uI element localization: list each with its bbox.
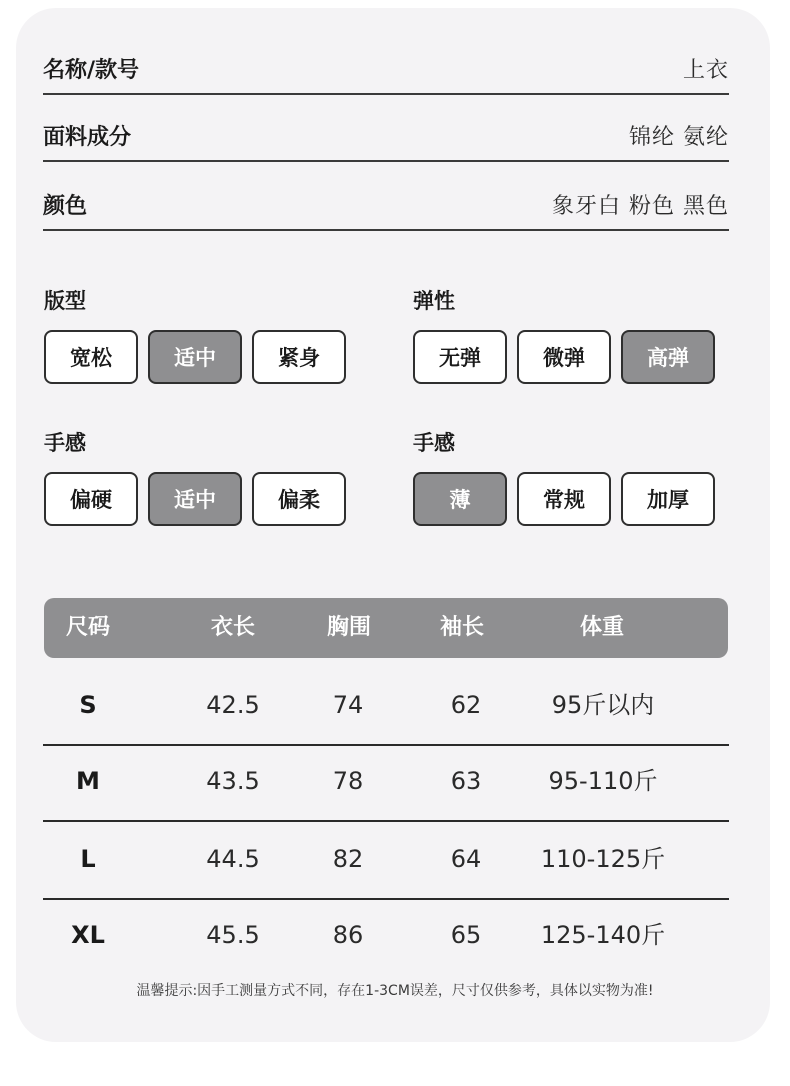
feel-option[interactable]: 偏硬 (44, 472, 138, 526)
fit-group (44, 286, 364, 384)
elastic-option[interactable]: 无弹 (413, 330, 507, 384)
header-size: 尺码 (65, 615, 111, 640)
cell-weight: 95-110斤 (548, 767, 658, 795)
group-title: 弹性 (413, 289, 455, 313)
cell-sleeve: 65 (450, 921, 482, 949)
info-row-name (43, 43, 729, 95)
info-label: 名称/款号 (43, 57, 140, 83)
thickness-option[interactable]: 加厚 (621, 472, 715, 526)
feel-group (44, 428, 364, 526)
cell-chest: 74 (332, 691, 364, 719)
header-weight: 体重 (579, 615, 625, 640)
table-row (43, 822, 729, 900)
cell-sleeve: 63 (450, 767, 482, 795)
feel-option[interactable]: 偏柔 (252, 472, 346, 526)
cell-size: XL (71, 921, 105, 949)
cell-weight: 110-125斤 (540, 845, 666, 873)
elastic-group (413, 286, 733, 384)
elastic-option[interactable]: 微弹 (517, 330, 611, 384)
feel-option[interactable]: 适中 (148, 472, 242, 526)
thickness-group (413, 428, 733, 526)
group-title: 手感 (413, 431, 455, 455)
info-label: 面料成分 (43, 124, 132, 150)
cell-length: 45.5 (206, 921, 260, 949)
info-value: 象牙白 粉色 黑色 (552, 193, 729, 219)
cell-weight: 125-140斤 (540, 921, 666, 949)
measurement-note: 温馨提示:因手工测量方式不同，存在1-3CM误差，尺寸仅供参考，具体以实物为准! (136, 983, 654, 999)
cell-sleeve: 64 (450, 845, 482, 873)
cell-length: 44.5 (206, 845, 260, 873)
header-chest: 胸围 (326, 615, 372, 640)
cell-size: S (79, 691, 97, 719)
info-row-fabric (43, 110, 729, 162)
cell-sleeve: 62 (450, 691, 482, 719)
table-row (43, 744, 729, 822)
cell-length: 42.5 (206, 691, 260, 719)
cell-chest: 82 (332, 845, 364, 873)
cell-chest: 78 (332, 767, 364, 795)
group-title: 手感 (44, 431, 86, 455)
cell-chest: 86 (332, 921, 364, 949)
info-row-color (43, 179, 729, 231)
elastic-option[interactable]: 高弹 (621, 330, 715, 384)
fit-option[interactable]: 紧身 (252, 330, 346, 384)
fit-option[interactable]: 宽松 (44, 330, 138, 384)
thickness-option[interactable]: 薄 (413, 472, 507, 526)
thickness-option[interactable]: 常规 (517, 472, 611, 526)
cell-weight: 95斤以内 (551, 691, 655, 719)
cell-size: L (80, 845, 96, 873)
fit-option[interactable]: 适中 (148, 330, 242, 384)
group-title: 版型 (44, 289, 86, 313)
info-label: 颜色 (43, 193, 88, 219)
table-row (43, 898, 729, 974)
table-row (43, 668, 729, 746)
header-length: 衣长 (210, 615, 256, 640)
cell-length: 43.5 (206, 767, 260, 795)
info-value: 锦纶 氨纶 (629, 124, 729, 150)
header-sleeve: 袖长 (439, 615, 485, 640)
cell-size: M (76, 767, 100, 795)
info-value: 上衣 (682, 57, 729, 83)
size-table-header (44, 598, 728, 658)
